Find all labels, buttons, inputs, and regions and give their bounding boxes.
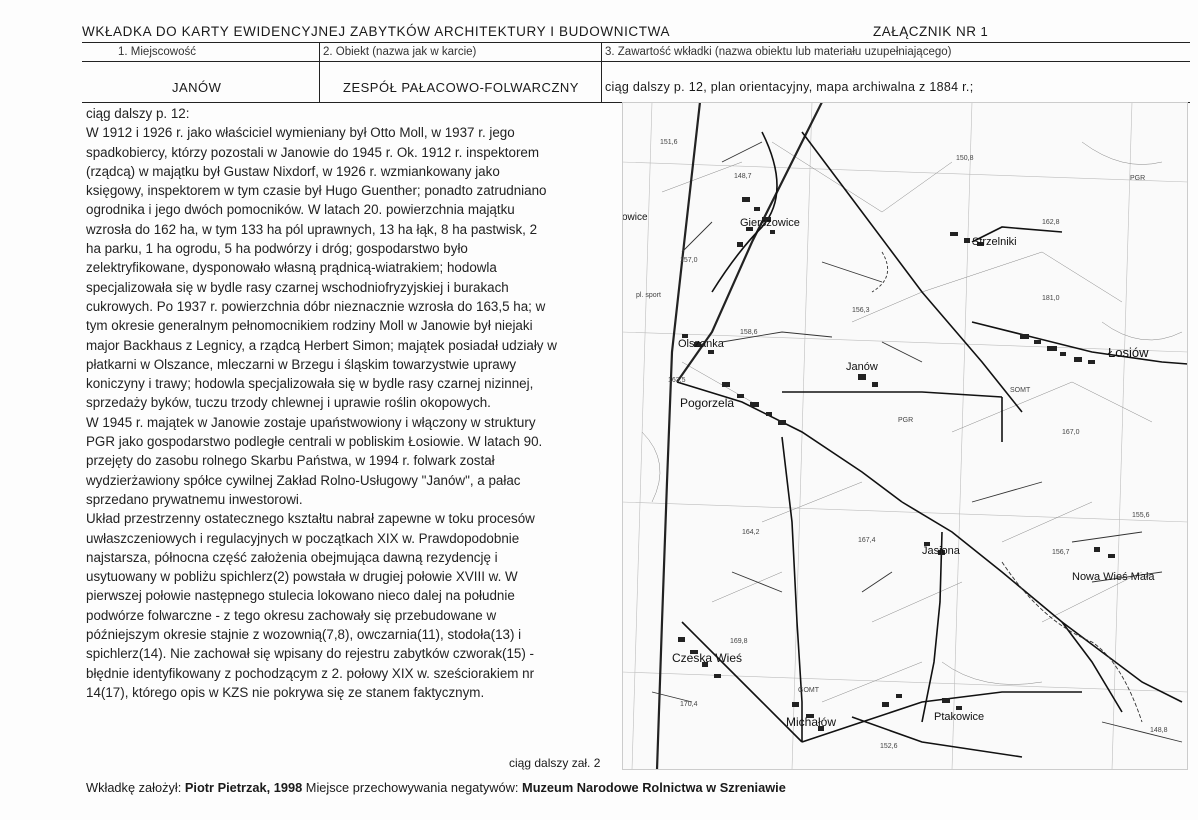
map-place-label: Czeska Wieś [672, 651, 743, 665]
map-paper [622, 102, 1188, 770]
body-line: spichlerz(14). Nie zachował się wpisany do rejestru zabytków czworak(15) - [86, 646, 535, 662]
column-header-content: 3. Zawartość wkładki (nazwa obiektu lub materiału uzupełniającego) [605, 46, 952, 58]
map-place-label: Janów [846, 361, 878, 373]
map-place-label: Pogorzela [680, 396, 735, 410]
top-rule [82, 42, 1190, 43]
body-line: W 1912 i 1926 r. jako właściciel wymieniany był Otto Moll, w 1937 r. jego [86, 125, 515, 141]
map-drawing [622, 102, 1188, 770]
map-label: pl. sport [636, 292, 661, 299]
archival-map [622, 102, 1188, 770]
map-label: 164,2 [742, 529, 760, 536]
body-line: sprzedano prywatnemu inwestorowi. [86, 491, 303, 507]
footer-author: Piotr Pietrzak, 1998 [184, 780, 303, 795]
map-label: 151,6 [660, 139, 678, 146]
body-line: Układ przestrzenny ostatecznego kształtu nabrał zapewne w toku procesów [86, 511, 535, 527]
body-line: zelektryfikowane, dysponowało własną prądnicą-wiatrakiem; hodowla [86, 260, 497, 276]
body-line: cukrowych. Po 1937 r. powierzchnia dóbr nieznacznie wzrosła do 163,5 ha; w [86, 298, 546, 314]
body-line: major Backhaus z Legnicy, a rządcą Herbert Simon; majątek posiadał udziały w [86, 337, 557, 353]
body-text [86, 104, 606, 702]
place-value: JANÓW [172, 80, 222, 95]
body-line: koniczyny i trawy; hodowla specjalizowała się w bydle rasy czarnej nizinnej, [86, 376, 534, 392]
map-label: 170,4 [680, 701, 698, 708]
map-place-label: Łosiów [1108, 345, 1149, 360]
body-line: uwłaszczeniowych i regulacyjnych w początkach XIX w. Prawdopodobnie [86, 530, 520, 546]
column-divider-2 [601, 42, 602, 102]
continuation-note: ciąg dalszy zał. 2 [509, 756, 601, 770]
map-label: 158,6 [740, 329, 758, 336]
map-label: 156,3 [852, 307, 870, 314]
body-line: księgowy, inspektorem w tym czasie był Hugo Guenther; ponadto zatrudniano [86, 183, 547, 199]
map-place-label: Nowa Wieś Mała [1072, 571, 1155, 583]
map-place-label: Michałów [786, 715, 837, 729]
body-line: sprzedaży byków, tuczu trzody chlewnej i uprawie roślin okopowych. [86, 395, 491, 411]
map-label: PGR [898, 417, 914, 424]
map-label: SOMT [1010, 387, 1031, 394]
body-line: ha parku, 1 ha ogrodu, 5 ha podwórzy i dróg; gospodarstwo było [86, 241, 468, 257]
map-place-label: Jasiona [922, 545, 960, 557]
annex-number: 1 [980, 24, 989, 39]
map-label: 162,8 [1042, 219, 1060, 226]
footer-location: Muzeum Narodowe Rolnictwa w Szreniawie [522, 780, 786, 795]
body-line: 14(17), którego opis w KZS nie pokrywa się ze stanem faktycznym. [86, 684, 485, 700]
body-line: (rządcą) w majątku był Gustaw Nixdorf, w 1926 r. wzmiankowany jako [86, 163, 500, 179]
map-place-label: Gierszowice [740, 217, 800, 229]
header-divider [82, 61, 1190, 62]
map-label: 167,4 [858, 537, 876, 544]
body-line: wzrosła do 162 ha, w tym 133 ha pól uprawnych, 13 ha łąk, 8 ha pastwisk, 2 [86, 221, 538, 237]
map-label: 150,8 [956, 155, 974, 162]
body-line: ciąg dalszy p. 12: [86, 106, 190, 121]
map-label: 167,0 [1062, 429, 1080, 436]
map-place-label: Olszanka [678, 338, 724, 350]
map-place-label: Ptakowice [934, 711, 985, 723]
map-label: 152,6 [880, 743, 898, 750]
body-line: najstarsza, północna część założenia obejmująca dawną rezydencję i [86, 549, 498, 565]
body-line: W 1945 r. majątek w Janowie zostaje upaństwowiony i włączony w struktury [86, 414, 536, 430]
body-line: błędnie identyfikowany z pochodzącym z 2. połowy XIX w. sześciorakiem nr [86, 665, 535, 681]
column-divider-1 [319, 42, 320, 102]
map-label: 181,0 [1042, 295, 1060, 302]
map-place-label: Strzelniki [972, 236, 1017, 248]
annex-label-text: ZAŁĄCZNIK NR [873, 24, 977, 39]
body-line: płatkarni w Olszance, mleczarni w Brzegu i śląskim towarzystwie uprawy [86, 356, 517, 372]
body-line: tym okresie generalnym pełnomocnikiem rodziny Moll w Janowie był niejaki [86, 318, 533, 334]
map-label: PGR [1130, 175, 1146, 182]
object-value: ZESPÓŁ PAŁACOWO-FOLWARCZNY [343, 80, 579, 95]
column-header-object: 2. Obiekt (nazwa jak w karcie) [323, 46, 477, 58]
body-line: wydzierżawiony spółce cywilnej Zakład Rolno-Usługowy "Janów", a pałac [86, 472, 521, 488]
footer-prefix: Wkładkę założył: [86, 780, 182, 795]
map-label: 148,7 [734, 173, 752, 180]
map-label: 157,0 [680, 257, 698, 264]
body-line: spadkobiercy, którzy pozostali w Janowie do 1945 r. Ok. 1912 r. inspektorem [86, 144, 540, 160]
map-label: 148,8 [1150, 727, 1168, 734]
body-line: specjalizowała się w bydle rasy czarnej wschodniofryzyjskiej i burakach [86, 279, 509, 295]
body-line: przejęty do zasobu rolnego Skarbu Państwa, w 1994 r. folwark został [86, 453, 495, 469]
map-label: 163,5 [668, 377, 686, 384]
footer-middle: Miejsce przechowywania negatywów: [305, 780, 519, 795]
body-line: podwórze folwarczne - z tego okresu zachowały się przebudowane w [86, 607, 497, 623]
content-value: ciąg dalszy p. 12, plan orientacyjny, mapa archiwalna z 1884 r.; [605, 80, 974, 94]
body-line: usytuowany w pobliżu spichlerz(2) powstała w drugiej połowie XVIII w. W [86, 569, 518, 585]
map-label: 156,7 [1052, 549, 1070, 556]
body-line: PGR jako gospodarstwo podległe centrali w pobliskim Łosiowie. W latach 90. [86, 434, 543, 450]
map-label: GOMT [798, 687, 819, 694]
body-line: ogrodnika i jego dwóch pomocników. W latach 20. powierzchnia majątku [86, 202, 515, 218]
body-line: późniejszym okresie stajnie z wozownią(7,8), owczarnia(11), stodoła(13) i [86, 627, 522, 643]
annex-label [873, 24, 988, 39]
map-label: 155,6 [1132, 512, 1150, 519]
map-label: owice [622, 212, 648, 223]
column-header-place: 1. Miejscowość [118, 46, 196, 58]
body-line: pierwszej połowie następnego stulecia lokowano nieco dalej na południe [86, 588, 515, 604]
map-label: 169,8 [730, 638, 748, 645]
footer [86, 780, 786, 795]
form-title: WKŁADKA DO KARTY EWIDENCYJNEJ ZABYTKÓW ARCHITEKTURY I BUDOWNICTWA [82, 24, 671, 39]
